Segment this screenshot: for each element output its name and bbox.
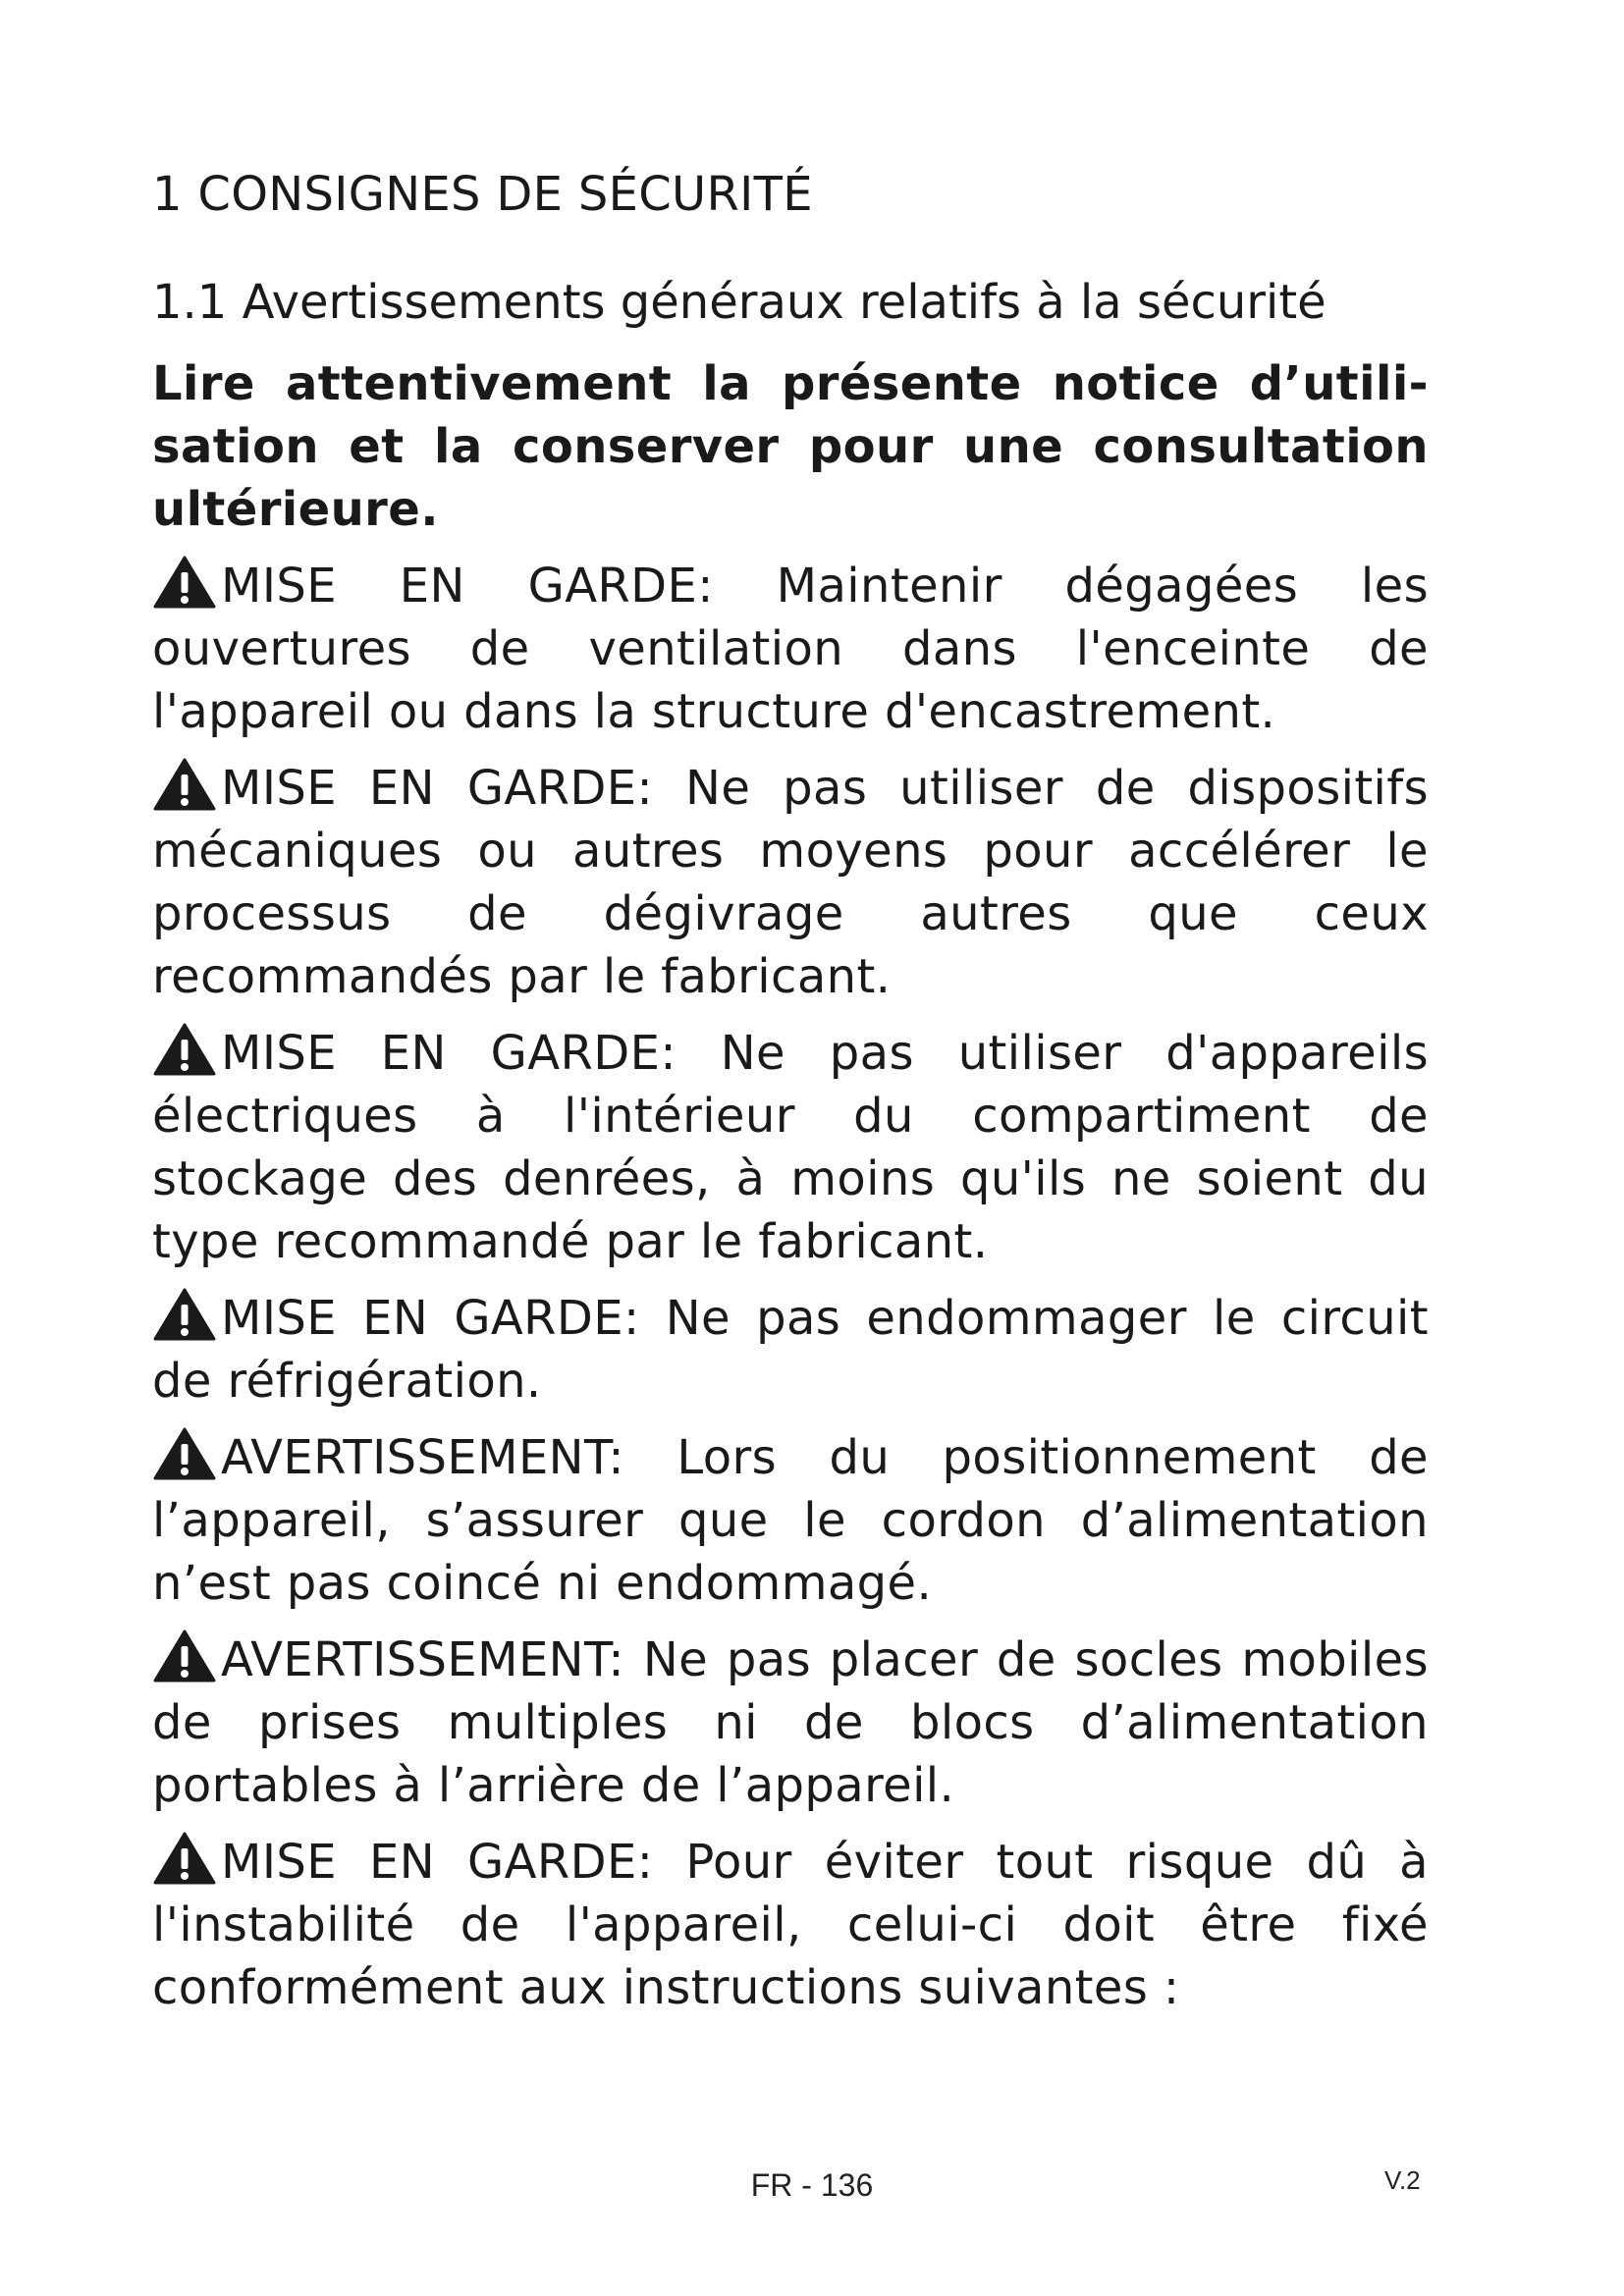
warning-text: Ne pas utiliser d'appareils électriques à l'intérieur du compartiment de stockage des denrées, à moins qu'ils ne soient du type recommandé par le fabricant. <box>152 1026 1429 1270</box>
warning-triangle-icon <box>152 1426 217 1481</box>
warning-triangle-icon <box>152 757 217 812</box>
warning-item <box>152 1426 1429 1615</box>
warning-triangle-icon <box>152 1022 217 1077</box>
warning-triangle-icon <box>152 1831 217 1886</box>
intro-paragraph: Lire attentivement la présente notice d’utili-sation et la conserver pour une consultation ultérieure. <box>152 356 1429 538</box>
section-title: 1 CONSIGNES DE SÉCURITÉ <box>152 167 813 222</box>
warning-label: MISE EN GARDE: <box>221 559 714 614</box>
warning-triangle-icon <box>152 555 217 610</box>
page-number: FR - 136 <box>750 2167 874 2203</box>
warning-triangle-icon <box>152 1287 217 1342</box>
warning-item <box>152 757 1429 1008</box>
warning-triangle-icon <box>152 1629 217 1683</box>
warning-list <box>152 555 1478 2019</box>
warning-label: AVERTISSEMENT: <box>221 1632 624 1688</box>
warning-text: Ne pas utiliser de dispositifs mécaniques ou autres moyens pour accélérer le processus de dégivrage autres que ceux recommandés par le fabricant. <box>152 761 1429 1005</box>
warning-label: MISE EN GARDE: <box>221 1026 677 1082</box>
version-label: V.2 <box>1384 2165 1421 2195</box>
warning-text: Lors du positionnement de l’appareil, s’assurer que le cordon d’alimentation n’est pas coincé ni endommagé. <box>152 1430 1429 1612</box>
document-page <box>152 167 1478 2033</box>
warning-text: Ne pas endommager le circuit de réfrigération. <box>152 1291 1429 1410</box>
warning-item <box>152 1287 1429 1413</box>
warning-label: MISE EN GARDE: <box>221 1835 654 1891</box>
warning-text: Maintenir dégagées les ouvertures de ventilation dans l'enceinte de l'appareil ou dans la structure d'encastrement. <box>152 559 1430 740</box>
warning-text: Ne pas placer de socles mobiles de prises multiples ni de blocs d’alimentation portables à l’arrière de l’appareil. <box>152 1632 1429 1814</box>
subsection-title: 1.1 Avertissements généraux relatifs à la sécurité <box>152 274 1326 330</box>
warning-item <box>152 1022 1429 1273</box>
warning-item <box>152 555 1429 743</box>
warning-text: Pour éviter tout risque dû à l'instabilité de l'appareil, celui-ci doit être fixé conformément aux instructions suivantes : <box>152 1835 1429 2016</box>
warning-item <box>152 1629 1429 1817</box>
warning-label: AVERTISSEMENT: <box>221 1430 624 1486</box>
warning-label: MISE EN GARDE: <box>221 761 654 817</box>
warning-label: MISE EN GARDE: <box>221 1291 640 1347</box>
warning-item <box>152 1831 1429 2019</box>
